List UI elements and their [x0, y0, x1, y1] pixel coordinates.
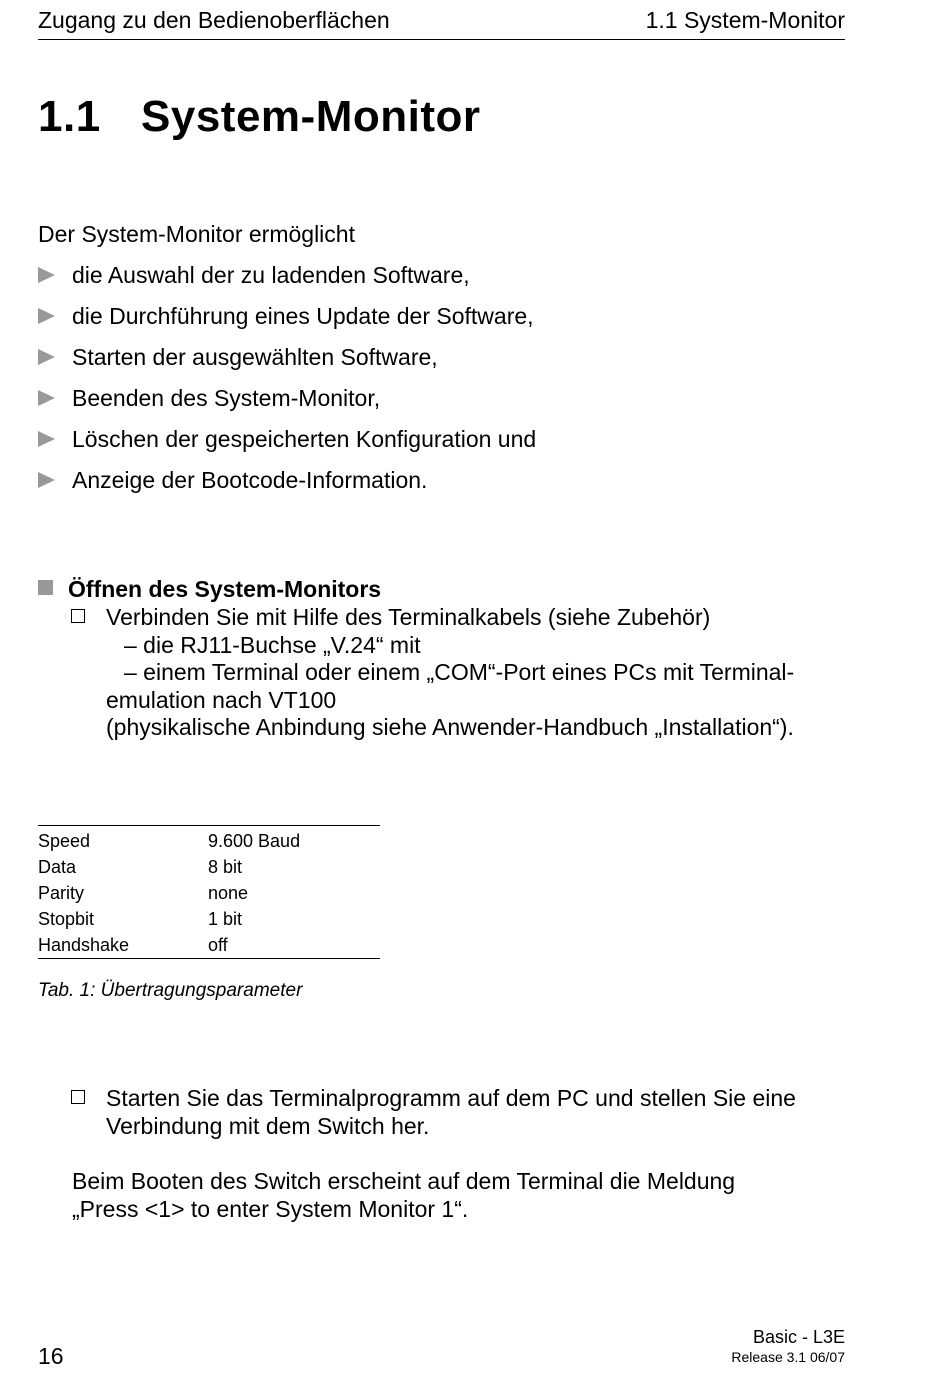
list-item	[38, 262, 536, 303]
table-row	[38, 932, 300, 958]
chapter-title: System-Monitor	[141, 92, 481, 141]
table-cell-key: Parity	[38, 882, 85, 903]
table-cell-value: off	[208, 934, 228, 955]
step-line: – die RJ11-Buchse „V.24“ mit	[124, 631, 421, 658]
step-line: Verbindung mit dem Switch her.	[106, 1112, 430, 1139]
page-number: 16	[38, 1343, 64, 1369]
list-item-text: Anzeige der Bootcode-Information.	[72, 467, 428, 493]
step-line: Verbinden Sie mit Hilfe des Terminalkabels (siehe Zubehör)	[106, 604, 711, 630]
header-rule	[38, 39, 845, 40]
table-cell-key: Handshake	[38, 934, 130, 955]
parameter-table	[38, 825, 380, 959]
feature-list	[38, 262, 536, 508]
section-title: Öffnen des System-Monitors	[68, 576, 382, 602]
list-item	[38, 385, 536, 426]
checkbox-icon	[71, 609, 85, 623]
table-cell-value: none	[208, 882, 249, 903]
list-item	[38, 303, 536, 344]
triangle-bullet-icon	[38, 308, 55, 324]
paragraph-line: „Press <1> to enter System Monitor 1“.	[72, 1195, 469, 1222]
triangle-bullet-icon	[38, 472, 55, 488]
triangle-bullet-icon	[38, 431, 55, 447]
footer-release: Release 3.1 06/07	[731, 1349, 845, 1365]
step-line: Starten Sie das Terminalprogramm auf dem PC und stellen Sie eine	[106, 1085, 796, 1111]
table-cell-key: Stopbit	[38, 908, 95, 929]
chapter-number: 1.1	[38, 92, 101, 141]
table-row	[38, 906, 300, 932]
table-row	[38, 854, 300, 880]
triangle-bullet-icon	[38, 267, 55, 283]
table-row	[38, 880, 300, 906]
footer-product: Basic - L3E	[752, 1327, 845, 1347]
step-connect	[71, 604, 794, 742]
list-item-text: die Durchführung eines Update der Software,	[72, 303, 534, 329]
running-header-left: Zugang zu den Bedienoberflächen	[38, 7, 390, 33]
step-line: emulation nach VT100	[106, 686, 337, 713]
step-start-terminal	[71, 1085, 796, 1140]
triangle-bullet-icon	[38, 390, 55, 406]
list-item-text: Löschen der gespeicherten Konfiguration und	[72, 426, 537, 452]
list-item	[38, 467, 536, 508]
list-item	[38, 344, 536, 385]
table-cell-key: Data	[38, 856, 77, 877]
page-title	[38, 92, 480, 142]
step-line: – einem Terminal oder einem „COM“-Port eines PCs mit Terminal-	[124, 659, 795, 685]
list-item-text: Beenden des System-Monitor,	[72, 385, 381, 411]
paragraph-line: Beim Booten des Switch erscheint auf dem Terminal die Meldung	[72, 1168, 736, 1194]
table-cell-value: 9.600 Baud	[208, 830, 301, 851]
table-caption: Tab. 1: Übertragungsparameter	[38, 980, 303, 1001]
running-header-right: 1.1 System-Monitor	[645, 7, 845, 33]
section-heading	[38, 576, 381, 603]
table-cell-value: 8 bit	[208, 856, 243, 877]
square-bullet-icon	[38, 580, 53, 595]
step-line: (physikalische Anbindung siehe Anwender-Handbuch „Installation“).	[106, 714, 794, 740]
list-item-text: die Auswahl der zu ladenden Software,	[72, 262, 470, 288]
boot-message-paragraph	[72, 1168, 735, 1223]
table-cell-key: Speed	[38, 830, 91, 851]
table-row	[38, 828, 300, 854]
list-item-text: Starten der ausgewählten Software,	[72, 344, 438, 370]
checkbox-icon	[71, 1090, 85, 1104]
triangle-bullet-icon	[38, 349, 55, 365]
list-item	[38, 426, 536, 467]
table-cell-value: 1 bit	[208, 908, 243, 929]
intro-text: Der System-Monitor ermöglicht	[38, 221, 355, 247]
